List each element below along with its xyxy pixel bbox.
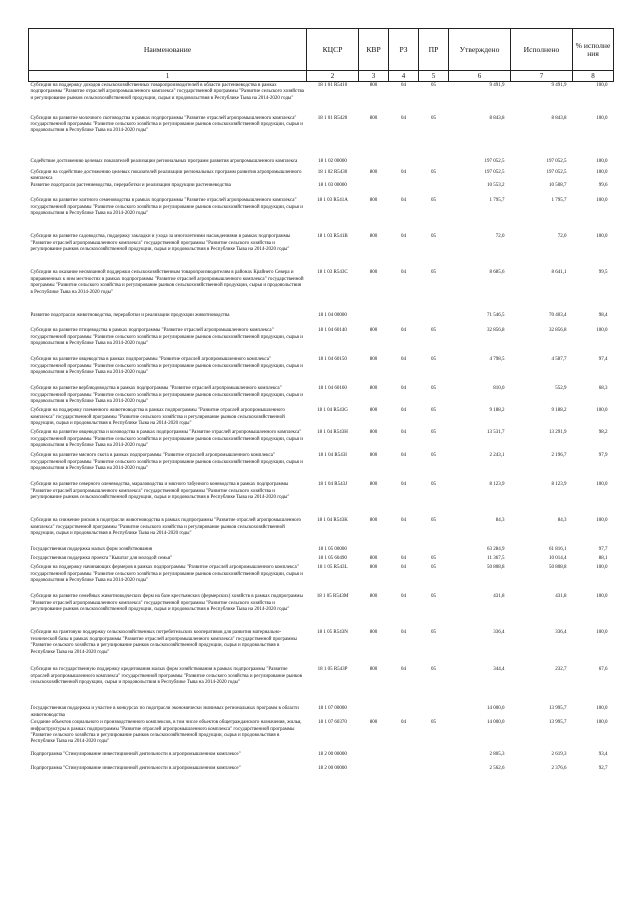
table-row [29, 312, 614, 327]
table-row [29, 269, 614, 312]
table-cell-name: Подпрограмма "Стимулирование инвестиционной деятельности в агропромышленном комплексе" [30, 766, 241, 772]
table-row [29, 356, 614, 385]
table-cell-executed: 8 123,9 [551, 482, 567, 488]
table-cell-rz: 04 [401, 169, 406, 175]
table-cell-kcsr: 18 1 01 R5410 [317, 83, 348, 88]
table-cell-rz: 04 [401, 83, 406, 88]
table-row [29, 765, 614, 779]
table-row [29, 158, 614, 169]
table-cell-kvr: 800 [369, 198, 378, 204]
table-cell-kvr: 800 [369, 83, 378, 88]
table-row [29, 751, 614, 765]
table-cell-kcsr: 18 1 03 R543C [317, 270, 348, 276]
table-cell-rz [389, 546, 419, 555]
table-cell-pr: 05 [431, 594, 436, 600]
table-cell-kcsr: 18 1 04 60150 [318, 357, 347, 363]
table-cell-approved: 71 546,5 [487, 313, 505, 319]
table-cell-pr: 05 [431, 386, 436, 392]
table-cell-pr: 05 [431, 667, 436, 673]
table-cell-rz: 04 [401, 630, 406, 636]
table-cell-percent: 100,0 [596, 518, 608, 524]
table-cell-kvr: 800 [369, 169, 378, 175]
table-cell-name: Субсидии на поддержку начинающих фермеров в рамках подпрограммы "Развитие отраслей агропромышленного комплекса" государственной программы "Развитие сельского хозяйства и регулирование рынков сельскохозяйственной продукции, сырья и продовольствия в Республике Тыва на 2014-2020 годы" [30, 565, 303, 584]
table-cell-name: Субсидии на развитие верблюдоводства в рамках подпрограммы "Развитие отраслей агропромышленного комплекса" государственной программы "Развитие сельского хозяйства и регулирование рынков сельскохозяйственной продукции, сырья и продовольствия в Республике Тыва на 2014-2020 годы" [30, 386, 303, 405]
table-cell-rz: 04 [401, 198, 406, 204]
table-cell-approved: 2 562,6 [489, 766, 505, 772]
table-cell-executed: 8 843,8 [551, 115, 567, 121]
table-cell-approved: 197 052,5 [484, 169, 505, 175]
table-cell-approved: 84,3 [495, 518, 505, 524]
table-cell-percent: 100,0 [596, 565, 608, 571]
budget-execution-document [28, 28, 613, 779]
table-cell-name: Государственная поддержка проекта "Кыштаг для молодой семьи" [30, 556, 173, 562]
table-cell-pr: 05 [431, 518, 436, 524]
table-cell-executed: 431,8 [555, 594, 567, 600]
table-cell-approved: 1 795,7 [489, 198, 505, 204]
table-cell-approved: 197 052,5 [484, 158, 505, 164]
table-cell-kvr: 800 [369, 328, 378, 334]
table-cell-kvr: 800 [369, 518, 378, 524]
table-cell-executed: 2 619,3 [551, 752, 567, 758]
table-cell-name: Субсидии на государственную поддержку кредитования малых форм хозяйствования в рамках подпрограммы "Развитие отраслей агропромышленного комплекса" государственной программы "Развитие сельского хозяйства и регулирование рынков сельскохозяйственной продукции, сырья и продовольствия в Республике Тыва на 2014-2020 годы" [30, 667, 302, 686]
table-cell-kcsr: 18 1 05 60490 [318, 556, 347, 562]
table-cell-approved: 9 491,9 [489, 83, 505, 88]
table-row [29, 385, 614, 407]
table-cell-pr [419, 182, 449, 197]
column-number: 6 [449, 71, 511, 82]
table-cell-pr [419, 312, 449, 327]
table-row [29, 481, 614, 517]
table-cell-name: Субсидии на оказание несвязанной поддержки сельскохозяйственным товаропроизводителям в районах Крайнего Севера и приравненных к ним местностях в рамках подпрограммы "Развитие отраслей агропромышленного комплекса" государственной программы "Развитие сельского хозяйства и регулирование рынков сельскохозяйственной продукции, сырья и продовольствия в Республике Тыва на 2014-2020 годы" [30, 270, 304, 295]
header-executed: Исполнено [511, 29, 573, 71]
table-cell-pr: 05 [431, 408, 436, 414]
table-cell-approved: 8 685,6 [489, 270, 505, 276]
table-cell-approved: 8 843,8 [489, 115, 505, 121]
table-cell-kvr [359, 312, 389, 327]
table-cell-approved: 14 000,0 [487, 706, 505, 712]
table-cell-executed: 8 641,1 [551, 270, 567, 276]
table-cell-percent: 68,3 [598, 386, 608, 392]
table-cell-percent: 67,6 [598, 667, 608, 673]
table-cell-executed: 197 052,5 [546, 169, 567, 175]
table-cell-executed: 70 403,4 [549, 313, 567, 319]
table-cell-name: Государственная поддержка и участие в конкурсах по подотрасли экономически значимых региональных программ в области животноводства [30, 706, 299, 718]
table-cell-name: Содействие достижению целевых показателей реализации региональных программ развития агропромышленного комплекса [30, 158, 298, 164]
table-row [29, 82, 614, 115]
table-cell-percent: 100,0 [596, 630, 608, 636]
table-cell-executed: 9 491,9 [551, 83, 567, 88]
table-row [29, 233, 614, 269]
table-cell-executed: 10 508,7 [549, 183, 567, 189]
table-cell-kcsr: 18 1 04 60160 [318, 386, 347, 392]
table-cell-percent: 99,5 [598, 270, 608, 276]
table-cell-rz [389, 765, 419, 779]
table-cell-name: Субсидии на развитие элитного семеноводства в рамках подпрограммы "Развитие отраслей агропромышленного комплекса" государственной программы "Развитие сельского хозяйства и регулирование рынков сельскохозяйственной продукции, сырья и продовольствия в Республике Тыва на 2014-2020 годы" [30, 198, 303, 217]
table-cell-rz: 04 [401, 386, 406, 392]
table-cell-name: Субсидии на развитие садоводства, поддержку закладки и ухода за многолетними насаждениями в рамках подпрограммы "Развитие отраслей агропромышленного комплекса" государственной программы "Развитие сельского хозяйства и регулирование рынков сельскохозяйственной продукции, сырья и продовольствия в Республике Тыва на 2014-2020 годы" [30, 234, 291, 253]
table-cell-percent: 100,0 [596, 594, 608, 600]
table-cell-kvr [359, 751, 389, 765]
table-cell-name: Субсидии на развитие молочного скотоводства в рамках подпрограммы "Развитие отраслей агропромышленного комплекса" государственной программы "Развитие сельского хозяйства и регулирование рынков сельскохозяйственной продукции, сырья и продовольствия в Республике Тыва на 2014-2020 годы" [30, 115, 303, 134]
table-cell-rz: 04 [401, 482, 406, 488]
table-cell-kvr: 800 [369, 386, 378, 392]
header-name: Наименование [29, 29, 307, 71]
table-cell-approved: 4 798,5 [489, 357, 505, 363]
table-cell-approved: 810,0 [493, 386, 505, 392]
table-cell-executed: 197 052,5 [546, 158, 567, 164]
table-cell-approved: 344,4 [493, 667, 505, 673]
table-cell-kcsr: 18 1 03 R541A [317, 198, 348, 204]
table-cell-kvr [359, 765, 389, 779]
table-cell-kvr: 800 [369, 630, 378, 636]
table-cell-kcsr: 18 2 00 00000 [318, 752, 347, 758]
table-cell-pr [419, 158, 449, 169]
table-cell-pr: 05 [431, 430, 436, 436]
table-cell-rz: 04 [401, 667, 406, 673]
table-cell-kvr: 800 [369, 357, 378, 363]
table-cell-kvr: 800 [369, 565, 378, 571]
table-cell-percent: 99,6 [598, 183, 608, 189]
table-cell-rz: 04 [401, 234, 406, 240]
table-cell-percent: 100,0 [596, 198, 608, 204]
table-cell-kvr: 800 [369, 594, 378, 600]
budget-table [28, 28, 614, 779]
table-cell-name: Субсидии на развитие птицеводства в рамках подпрограммы "Развитие отраслей агропромышленного комплекса" государственной программы "Развитие сельского хозяйства и регулирование рынков сельскохозяйственной продукции, сырья и продовольствия в Республике Тыва на 2014-2020 годы" [30, 328, 303, 347]
table-cell-approved: 72,0 [495, 234, 505, 240]
table-cell-percent: 97,7 [598, 547, 608, 553]
table-row [29, 429, 614, 452]
table-cell-percent: 100,0 [596, 158, 608, 164]
table-cell-percent: 100,0 [596, 83, 608, 88]
header-pr: ПР [419, 29, 449, 71]
column-number: 2 [307, 71, 359, 82]
table-cell-name: Развитие подотрасли растениеводства, переработки и реализации продукции растениеводства [30, 183, 231, 189]
table-cell-percent: 88,1 [598, 556, 608, 562]
table-cell-percent: 100,0 [596, 169, 608, 175]
table-cell-kvr [359, 158, 389, 169]
table-cell-pr: 05 [431, 270, 436, 276]
table-cell-kcsr: 18 1 05 R543M [316, 594, 349, 600]
column-number-row [29, 71, 614, 82]
table-cell-executed: 9 188,2 [551, 408, 567, 414]
column-number: 5 [419, 71, 449, 82]
table-cell-kvr: 800 [369, 720, 378, 726]
table-cell-executed: 32 856,8 [549, 328, 567, 334]
table-cell-approved: 2 243,1 [489, 453, 505, 459]
table-cell-percent: 100,0 [596, 408, 608, 414]
table-cell-kcsr: 18 1 07 60370 [318, 720, 347, 726]
table-cell-executed: 4 587,7 [551, 357, 567, 363]
table-cell-rz [389, 158, 419, 169]
table-cell-pr: 05 [431, 556, 436, 562]
table-cell-kcsr: 18 1 04 R543G [317, 408, 348, 414]
table-cell-rz: 04 [401, 430, 406, 436]
table-cell-approved: 50 808,8 [487, 565, 505, 571]
table-row [29, 182, 614, 197]
table-cell-percent: 98,4 [598, 313, 608, 319]
table-cell-name: Подпрограмма "Стимулирование инвестиционной деятельности в агропромышленном комплексе" [30, 752, 241, 758]
table-cell-kcsr: 18 1 03 R541B [317, 234, 348, 240]
table-row [29, 517, 614, 546]
table-cell-approved: 8 123,9 [489, 482, 505, 488]
table-cell-kcsr: 18 1 04 R543J [317, 482, 348, 488]
table-cell-rz [389, 751, 419, 765]
table-cell-pr: 05 [431, 115, 436, 121]
table-cell-kvr: 800 [369, 667, 378, 673]
header-kvr: КВР [359, 29, 389, 71]
column-number: 1 [29, 71, 307, 82]
table-cell-percent: 100,0 [596, 115, 608, 121]
table-cell-executed: 13 995,7 [549, 720, 567, 726]
table-cell-kcsr: 18 1 05 00000 [318, 547, 347, 553]
header-percent: % исполне ния [573, 29, 614, 71]
table-cell-percent: 97,9 [598, 453, 608, 459]
table-cell-rz: 04 [401, 115, 406, 121]
table-cell-pr: 05 [431, 630, 436, 636]
table-cell-pr: 05 [431, 720, 436, 726]
table-cell-name: Субсидии на содействие достижению целевых показателей реализации региональных программ развития агропромышленного комплекса [30, 169, 302, 181]
table-cell-percent: 100,0 [596, 706, 608, 712]
table-cell-name: Субсидии на развитие овцеводства в рамках подпрограммы "Развитие отраслей агропромышленного комплекса" государственной программы "Развитие сельского хозяйства и регулирование рынков сельскохозяйственной продукции, сырья и продовольствия в Республике Тыва на 2014-2020 годы" [30, 357, 303, 376]
table-cell-approved: 32 856,8 [487, 328, 505, 334]
table-row [29, 555, 614, 564]
table-cell-executed: 232,7 [555, 667, 567, 673]
table-row [29, 629, 614, 666]
table-cell-name: Субсидии на поддержку доходов сельскохозяйственных товаропроизводителей в области растениеводства в рамках подпрограммы "Развитие отраслей агропромышленного комплекса" государственной программы "Развитие сельского хозяйства и регулирование рынков сельскохозяйственной продукции, сырья и продовольствия в Республике Тыва на 2014-2020 годы" [30, 83, 304, 101]
table-cell-approved: 10 553,2 [487, 183, 505, 189]
table-cell-rz: 04 [401, 720, 406, 726]
table-cell-name: Государственная поддержка малых форм хозяйствования [30, 547, 153, 553]
table-cell-kcsr: 18 1 04 R543H [317, 430, 348, 436]
table-cell-kvr [359, 182, 389, 197]
table-cell-rz: 04 [401, 565, 406, 571]
column-number: 3 [359, 71, 389, 82]
table-cell-pr: 05 [431, 83, 436, 88]
table-cell-pr: 05 [431, 198, 436, 204]
table-cell-kvr: 800 [369, 556, 378, 562]
table-cell-percent: 93,4 [598, 752, 608, 758]
table-cell-pr [419, 751, 449, 765]
table-row [29, 546, 614, 555]
table-cell-name: Субсидии на развитие мясного скота в рамках подпрограммы "Развитие отраслей агропромышленного комплекса" государственной программы "Развитие сельского хозяйства и регулирование рынков сельскохозяйственной продукции, сырья и продовольствия в Республике Тыва на 2014-2020 годы" [30, 453, 303, 472]
table-cell-rz: 04 [401, 518, 406, 524]
table-row [29, 169, 614, 183]
table-cell-percent: 100,0 [596, 234, 608, 240]
table-header-row [29, 29, 614, 71]
table-row [29, 719, 614, 751]
table-cell-pr: 05 [431, 234, 436, 240]
table-cell-rz: 04 [401, 408, 406, 414]
table-cell-kvr: 800 [369, 115, 378, 121]
table-cell-kcsr: 18 1 04 60140 [318, 328, 347, 334]
table-cell-approved: 14 000,0 [487, 720, 505, 726]
table-cell-name: Субсидии на поддержку племенного животноводства в рамках подпрограммы "Развитие отраслей агропромышленного комплекса" государственной программы "Развитие сельского хозяйства и регулирование рынков сельскохозяйственной продукции, сырья и продовольствия в Республике Тыва на 2014-2020 годы" [30, 408, 285, 427]
table-cell-name: Субсидии на развитие овцеводства и козоводства в рамках подпрограммы "Развитие отраслей агропромышленного комплекса" государственной программы "Развитие сельского хозяйства и регулирование рынков сельскохозяйственной продукции, сырья и продовольствия в Республике Тыва на 2014-2020 годы" [30, 430, 303, 449]
table-row [29, 197, 614, 233]
table-cell-rz: 04 [401, 328, 406, 334]
table-cell-approved: 9 188,2 [489, 408, 505, 414]
table-cell-percent: 97,4 [598, 357, 608, 363]
table-cell-kcsr: 18 1 02 R5430 [317, 169, 348, 175]
table-cell-kvr: 800 [369, 408, 378, 414]
column-number: 7 [511, 71, 573, 82]
table-cell-kcsr: 18 1 04 00000 [318, 313, 347, 319]
table-cell-rz: 04 [401, 453, 406, 459]
table-cell-approved: 11 367,5 [487, 556, 505, 562]
table-cell-executed: 2 376,6 [551, 766, 567, 772]
table-cell-kvr: 800 [369, 430, 378, 436]
table-row [29, 593, 614, 629]
table-cell-executed: 336,4 [555, 630, 567, 636]
table-cell-rz [389, 705, 419, 719]
table-cell-rz: 04 [401, 270, 406, 276]
table-cell-percent: 98,2 [598, 430, 608, 436]
table-cell-executed: 2 196,7 [551, 453, 567, 459]
table-cell-pr: 05 [431, 357, 436, 363]
table-cell-kvr: 800 [369, 482, 378, 488]
table-cell-pr: 05 [431, 565, 436, 571]
table-cell-pr [419, 705, 449, 719]
table-cell-name: Субсидии на развитие семейных животноводческих ферм на базе крестьянских (фермерских) хозяйств в рамках подпрограммы "Развитие отраслей агропромышленного комплекса" государственной программы "Развитие сельского хозяйства и регулирование рынков сельскохозяйственной продукции, сырья и продовольствия в Республике Тыва на 2014-2020 годы" [30, 594, 303, 613]
table-row [29, 452, 614, 481]
table-cell-kcsr: 18 1 04 R543K [317, 518, 348, 524]
table-cell-kcsr: 18 1 05 R543N [317, 630, 348, 636]
table-cell-rz [389, 182, 419, 197]
table-cell-pr: 05 [431, 482, 436, 488]
table-cell-executed: 61 816,1 [549, 547, 567, 553]
table-cell-pr: 05 [431, 453, 436, 459]
table-cell-pr: 05 [431, 328, 436, 334]
table-cell-percent: 100,0 [596, 328, 608, 334]
table-cell-kvr: 800 [369, 234, 378, 240]
table-cell-executed: 84,3 [557, 518, 567, 524]
table-cell-executed: 72,0 [557, 234, 567, 240]
table-cell-executed: 13 291,9 [549, 430, 567, 436]
table-cell-percent: 100,0 [596, 720, 608, 726]
table-row [29, 705, 614, 719]
column-number: 4 [389, 71, 419, 82]
table-row [29, 115, 614, 158]
table-row [29, 407, 614, 429]
table-cell-kcsr: 18 1 03 00000 [318, 183, 347, 189]
table-cell-executed: 1 795,7 [551, 198, 567, 204]
table-cell-name: Субсидии на грантовую поддержку сельскохозяйственных потребительских кооперативов для развития материально-технической базы в рамках подпрограммы "Развитие отраслей агропромышленного комплекса" государственной программы "Развитие сельского хозяйства и регулирование рынков сельскохозяйственной продукции, сырья и продовольствия в Республике Тыва на 2014-2020 годы" [30, 630, 297, 655]
table-cell-rz: 04 [401, 357, 406, 363]
table-cell-executed: 10 014,4 [549, 556, 567, 562]
table-cell-rz: 04 [401, 556, 406, 562]
table-cell-rz [389, 312, 419, 327]
table-cell-pr [419, 765, 449, 779]
table-cell-pr: 05 [431, 169, 436, 175]
table-cell-kcsr: 18 1 02 00000 [318, 158, 347, 164]
table-cell-kcsr: 18 2 00 00000 [318, 766, 347, 772]
table-cell-percent: 92,7 [598, 766, 608, 772]
table-cell-kvr: 800 [369, 453, 378, 459]
header-rz: РЗ [389, 29, 419, 71]
table-cell-approved: 63 284,9 [487, 547, 505, 553]
table-cell-name: Субсидии на снижение рисков в подотрасли животноводства в рамках подпрограммы "Развитие отраслей агропромышленного комплекса" государственной программы "Развитие сельского хозяйства и регулирование рынков сельскохозяйственной продукции, сырья и продовольствия в Республике Тыва на 2014-2020 годы" [30, 518, 302, 537]
table-row [29, 666, 614, 705]
table-cell-percent: 100,0 [596, 482, 608, 488]
table-row [29, 327, 614, 356]
table-cell-kcsr: 18 1 05 R543P [317, 667, 348, 673]
table-cell-kcsr: 18 1 01 R5420 [317, 115, 348, 121]
table-cell-executed: 13 995,7 [549, 706, 567, 712]
table-body [29, 82, 614, 780]
table-cell-kcsr: 18 1 07 00000 [318, 706, 347, 712]
table-cell-approved: 336,4 [493, 630, 505, 636]
header-kcsr: КЦСР [307, 29, 359, 71]
table-cell-kvr: 800 [369, 270, 378, 276]
table-cell-name: Субсидии на развитие северного оленеводства, мараловодства и мясного табунного коневодства в рамках подпрограммы "Развитие отраслей агропромышленного комплекса" государственной программы "Развитие сельского хозяйства и регулирование рынков сельскохозяйственной продукции, сырья и продовольствия в Республике Тыва на 2014-2020 годы" [30, 482, 290, 501]
table-cell-executed: 552,9 [555, 386, 567, 392]
table-cell-approved: 13 531,7 [487, 430, 505, 436]
table-cell-kcsr: 18 1 05 R543L [317, 565, 348, 571]
table-cell-kvr [359, 546, 389, 555]
column-number: 8 [573, 71, 614, 82]
table-cell-approved: 2 805,3 [489, 752, 505, 758]
table-row [29, 564, 614, 593]
table-cell-approved: 431,8 [493, 594, 505, 600]
table-cell-executed: 50 808,8 [549, 565, 567, 571]
table-cell-name: Создание объектов социального и производственного комплексов, в том числе объектов общегражданского назначения, жилья, инфраструктуры в рамках подпрограммы "Развитие отраслей агропромышленного комплекса" государственной программы "Развитие сельского хозяйства и регулирование рынков сельскохозяйственной продукции, сырья и продовольствия в Республике Тыва на 2014-2020 годы" [30, 720, 302, 745]
header-approved: Утверждено [449, 29, 511, 71]
table-cell-kvr [359, 705, 389, 719]
table-cell-name: Развитие подотрасли животноводства, переработки и реализации продукции животноводства [30, 313, 230, 319]
table-cell-pr [419, 546, 449, 555]
table-cell-kcsr: 18 1 04 R543I [318, 453, 347, 459]
table-cell-rz: 04 [401, 594, 406, 600]
